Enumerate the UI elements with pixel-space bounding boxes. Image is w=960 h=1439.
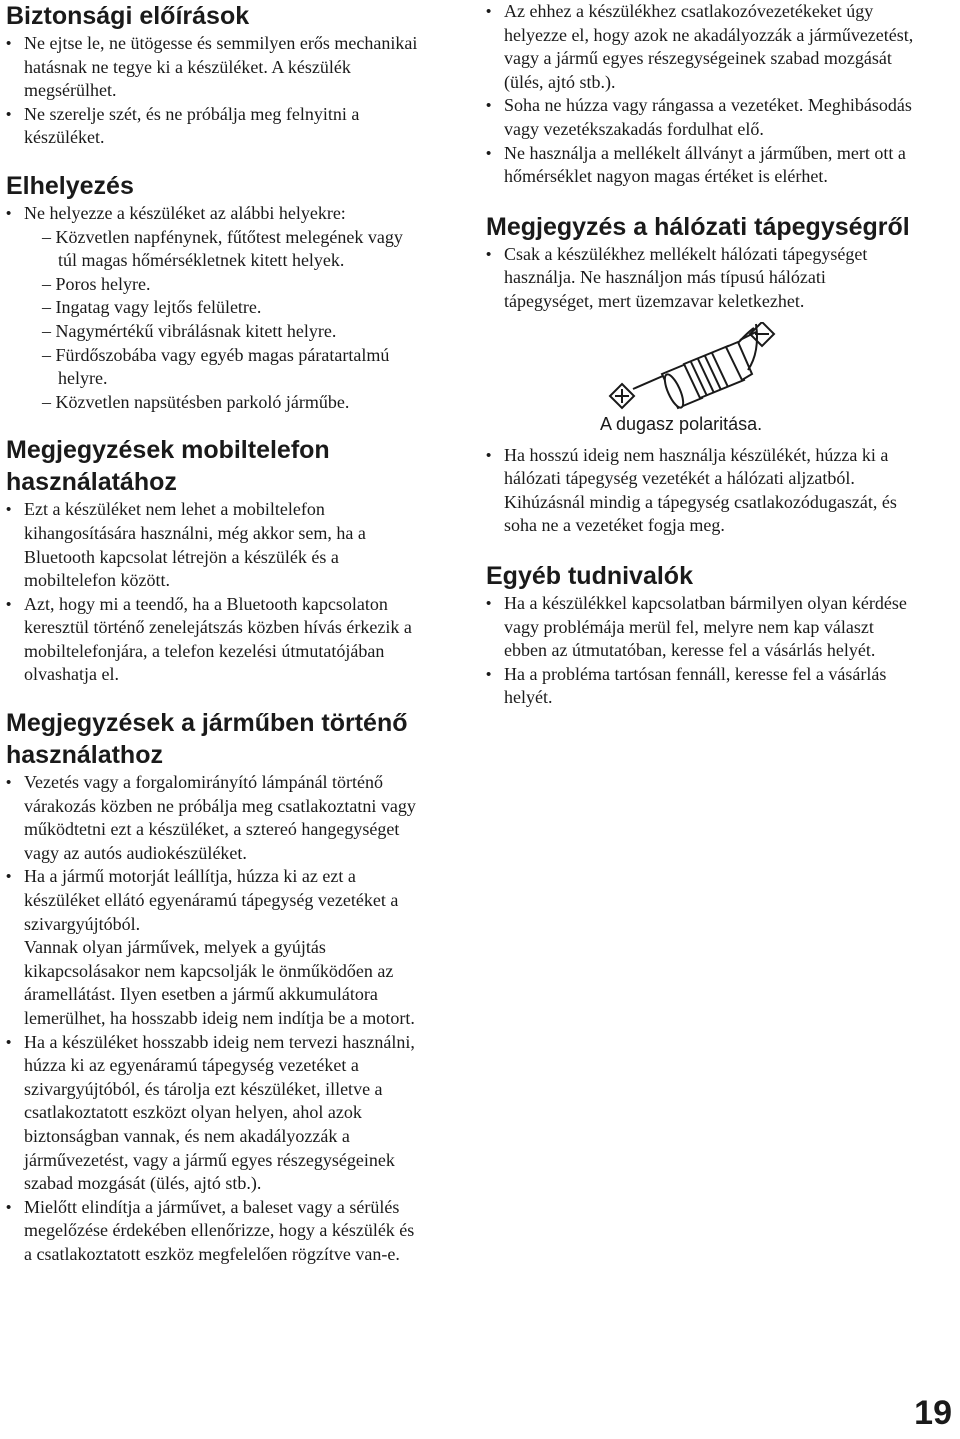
page-number: 19 bbox=[914, 1394, 952, 1432]
section-safety bbox=[6, 0, 426, 150]
section-vehicle-cables bbox=[486, 0, 916, 189]
bullet-list bbox=[6, 498, 426, 687]
dash-list bbox=[6, 226, 426, 415]
section-heading: Elhelyezés bbox=[6, 171, 134, 200]
right-column bbox=[486, 0, 916, 710]
list-subitem: – Poros helyre. bbox=[42, 273, 151, 294]
list-subitem: – Közvetlen napfénynek, fűtőtest melegének vagy túl magas hőmérsékletnek kitett helyek. bbox=[42, 226, 403, 271]
section-placement bbox=[6, 170, 426, 414]
list-subitem: – Közvetlen napsütésben parkoló járműbe. bbox=[42, 391, 350, 412]
bullet-list bbox=[486, 592, 916, 710]
section-heading: Megjegyzések mobiltelefon használatához bbox=[6, 436, 330, 497]
section-heading: Megjegyzések a járműben történő használathoz bbox=[6, 709, 408, 770]
plug-polarity-figure bbox=[486, 322, 916, 442]
list-item: • Ne használja a mellékelt állványt a járműben, mert ott a hőmérséklet nagyon magas értéket is elérhet. bbox=[486, 142, 916, 189]
list-item: • Ezt a készüléket nem lehet a mobiltelefon kihangosítására használni, még akkor sem, ha a Bluetooth kapcsolat létrejön a készülék és a mobiltelefon között. bbox=[6, 498, 426, 592]
bullet-list bbox=[6, 202, 426, 226]
bullet-list bbox=[486, 444, 916, 538]
section-heading: Biztonsági előírások bbox=[6, 2, 250, 30]
list-item: • Ne helyezze a készüléket az alábbi helyekre: bbox=[6, 202, 426, 226]
bullet-list bbox=[6, 771, 426, 936]
list-item: • Csak a készülékhez mellékelt hálózati tápegységet használja. Ne használjon más típusú hálózati tápegységet, mert üzemzavar keletkezhet. bbox=[486, 243, 916, 314]
list-item: • Ha hosszú ideig nem használja készülékét, húzza ki a hálózati tápegység vezetékét a hálózati aljzatból. Kihúzásnál mindig a tápegység csatlakozódugaszát, és soha ne a vezetéket fogja meg. bbox=[486, 444, 916, 538]
list-item: • Mielőtt elindítja a járművet, a baleset vagy a sérülés megelőzése érdekében ellenőrizze, hogy a készülék és a csatlakoztatott eszköz megfelelően rögzítve van-e. bbox=[6, 1196, 426, 1267]
list-item: • Az ehhez a készülékhez csatlakozóvezetékeket úgy helyezze el, hogy azok ne akadályozzák a járművezetést, vagy a jármű egyes részegységeinek szabad mozgását (ülés, ajtó stb.). bbox=[486, 0, 916, 94]
note-paragraph: Vannak olyan járművek, melyek a gyújtás kikapcsolásakor nem kapcsolják le önműködően az áramellátást. Ilyen esetben a jármű akkumulátora lemerülhet, ha hosszabb ideig nem indítja be a motort. bbox=[24, 937, 415, 1028]
figure-caption: A dugasz polaritása. bbox=[600, 413, 763, 434]
list-item: • Ha a készülékkel kapcsolatban bármilyen olyan kérdése vagy problémája merül fel, melyre nem kap választ ebben az útmutatóban, keresse fel a vásárlás helyét. bbox=[486, 592, 916, 663]
section-other-info bbox=[486, 560, 916, 710]
dc-plug-icon bbox=[661, 324, 757, 410]
plug-polarity-diagram bbox=[486, 322, 916, 414]
bullet-list bbox=[6, 1031, 426, 1267]
list-subitem: – Fürdőszobába vagy egyéb magas páratartalmú helyre. bbox=[42, 344, 390, 389]
list-item: • Soha ne húzza vagy rángassa a vezetéket. Meghibásodás vagy vezetékszakadás fordulhat elő. bbox=[486, 94, 916, 141]
list-subitem: – Nagymértékű vibrálásnak kitett helyre. bbox=[42, 320, 337, 341]
section-heading: Megjegyzés a hálózati tápegységről bbox=[486, 212, 910, 241]
left-column bbox=[6, 0, 426, 1267]
section-vehicle-use bbox=[6, 707, 426, 1266]
list-subitem: – Ingatag vagy lejtős felületre. bbox=[42, 297, 262, 318]
list-item: • Ne ejtse le, ne ütögesse és semmilyen erős mechanikai hatásnak ne tegye ki a készüléket. A készülék megsérülhet. bbox=[6, 32, 426, 103]
list-item: • Vezetés vagy a forgalomirányító lámpánál történő várakozás közben ne próbálja meg csatlakoztatni vagy működtetni ezt a készüléket, a sztereó hangegységet vagy az autós audiokészüléket. bbox=[6, 771, 426, 865]
positive-terminal-icon bbox=[610, 384, 634, 408]
section-heading: Egyéb tudnivalók bbox=[486, 561, 693, 590]
bullet-list bbox=[6, 32, 426, 150]
list-item: • Ne szerelje szét, és ne próbálja meg felnyitni a készüléket. bbox=[6, 103, 426, 150]
list-item: • Azt, hogy mi a teendő, ha a Bluetooth kapcsolaton keresztül történő zenelejátszás közben hívás érkezik a mobiltelefonjára, a telefon kezelési útmutatójában olvashatja el. bbox=[6, 593, 426, 687]
section-ac-adapter bbox=[486, 211, 916, 538]
bullet-list bbox=[486, 0, 916, 189]
bullet-list bbox=[486, 243, 916, 314]
section-mobile-phone bbox=[6, 434, 426, 687]
list-item: • Ha a probléma tartósan fennáll, keresse fel a vásárlás helyét. bbox=[486, 663, 916, 710]
list-item: • Ha a készüléket hosszabb ideig nem tervezi használni, húzza ki az egyenáramú tápegység vezetéket a szivargyújtóból, és tárolja ezt készüléket, illetve a csatlakoztatott eszközt olyan helyen, ahol azok biztonságban vannak, és nem akadályozzák a járművezetést, vagy a jármű egyes részegységeinek szabad mozgását (ülés, ajtó stb.). bbox=[6, 1031, 426, 1196]
list-item: • Ha a jármű motorját leállítja, húzza ki az ezt a készüléket ellátó egyenáramú tápegység vezetéket a szivargyújtóból. bbox=[6, 865, 426, 936]
